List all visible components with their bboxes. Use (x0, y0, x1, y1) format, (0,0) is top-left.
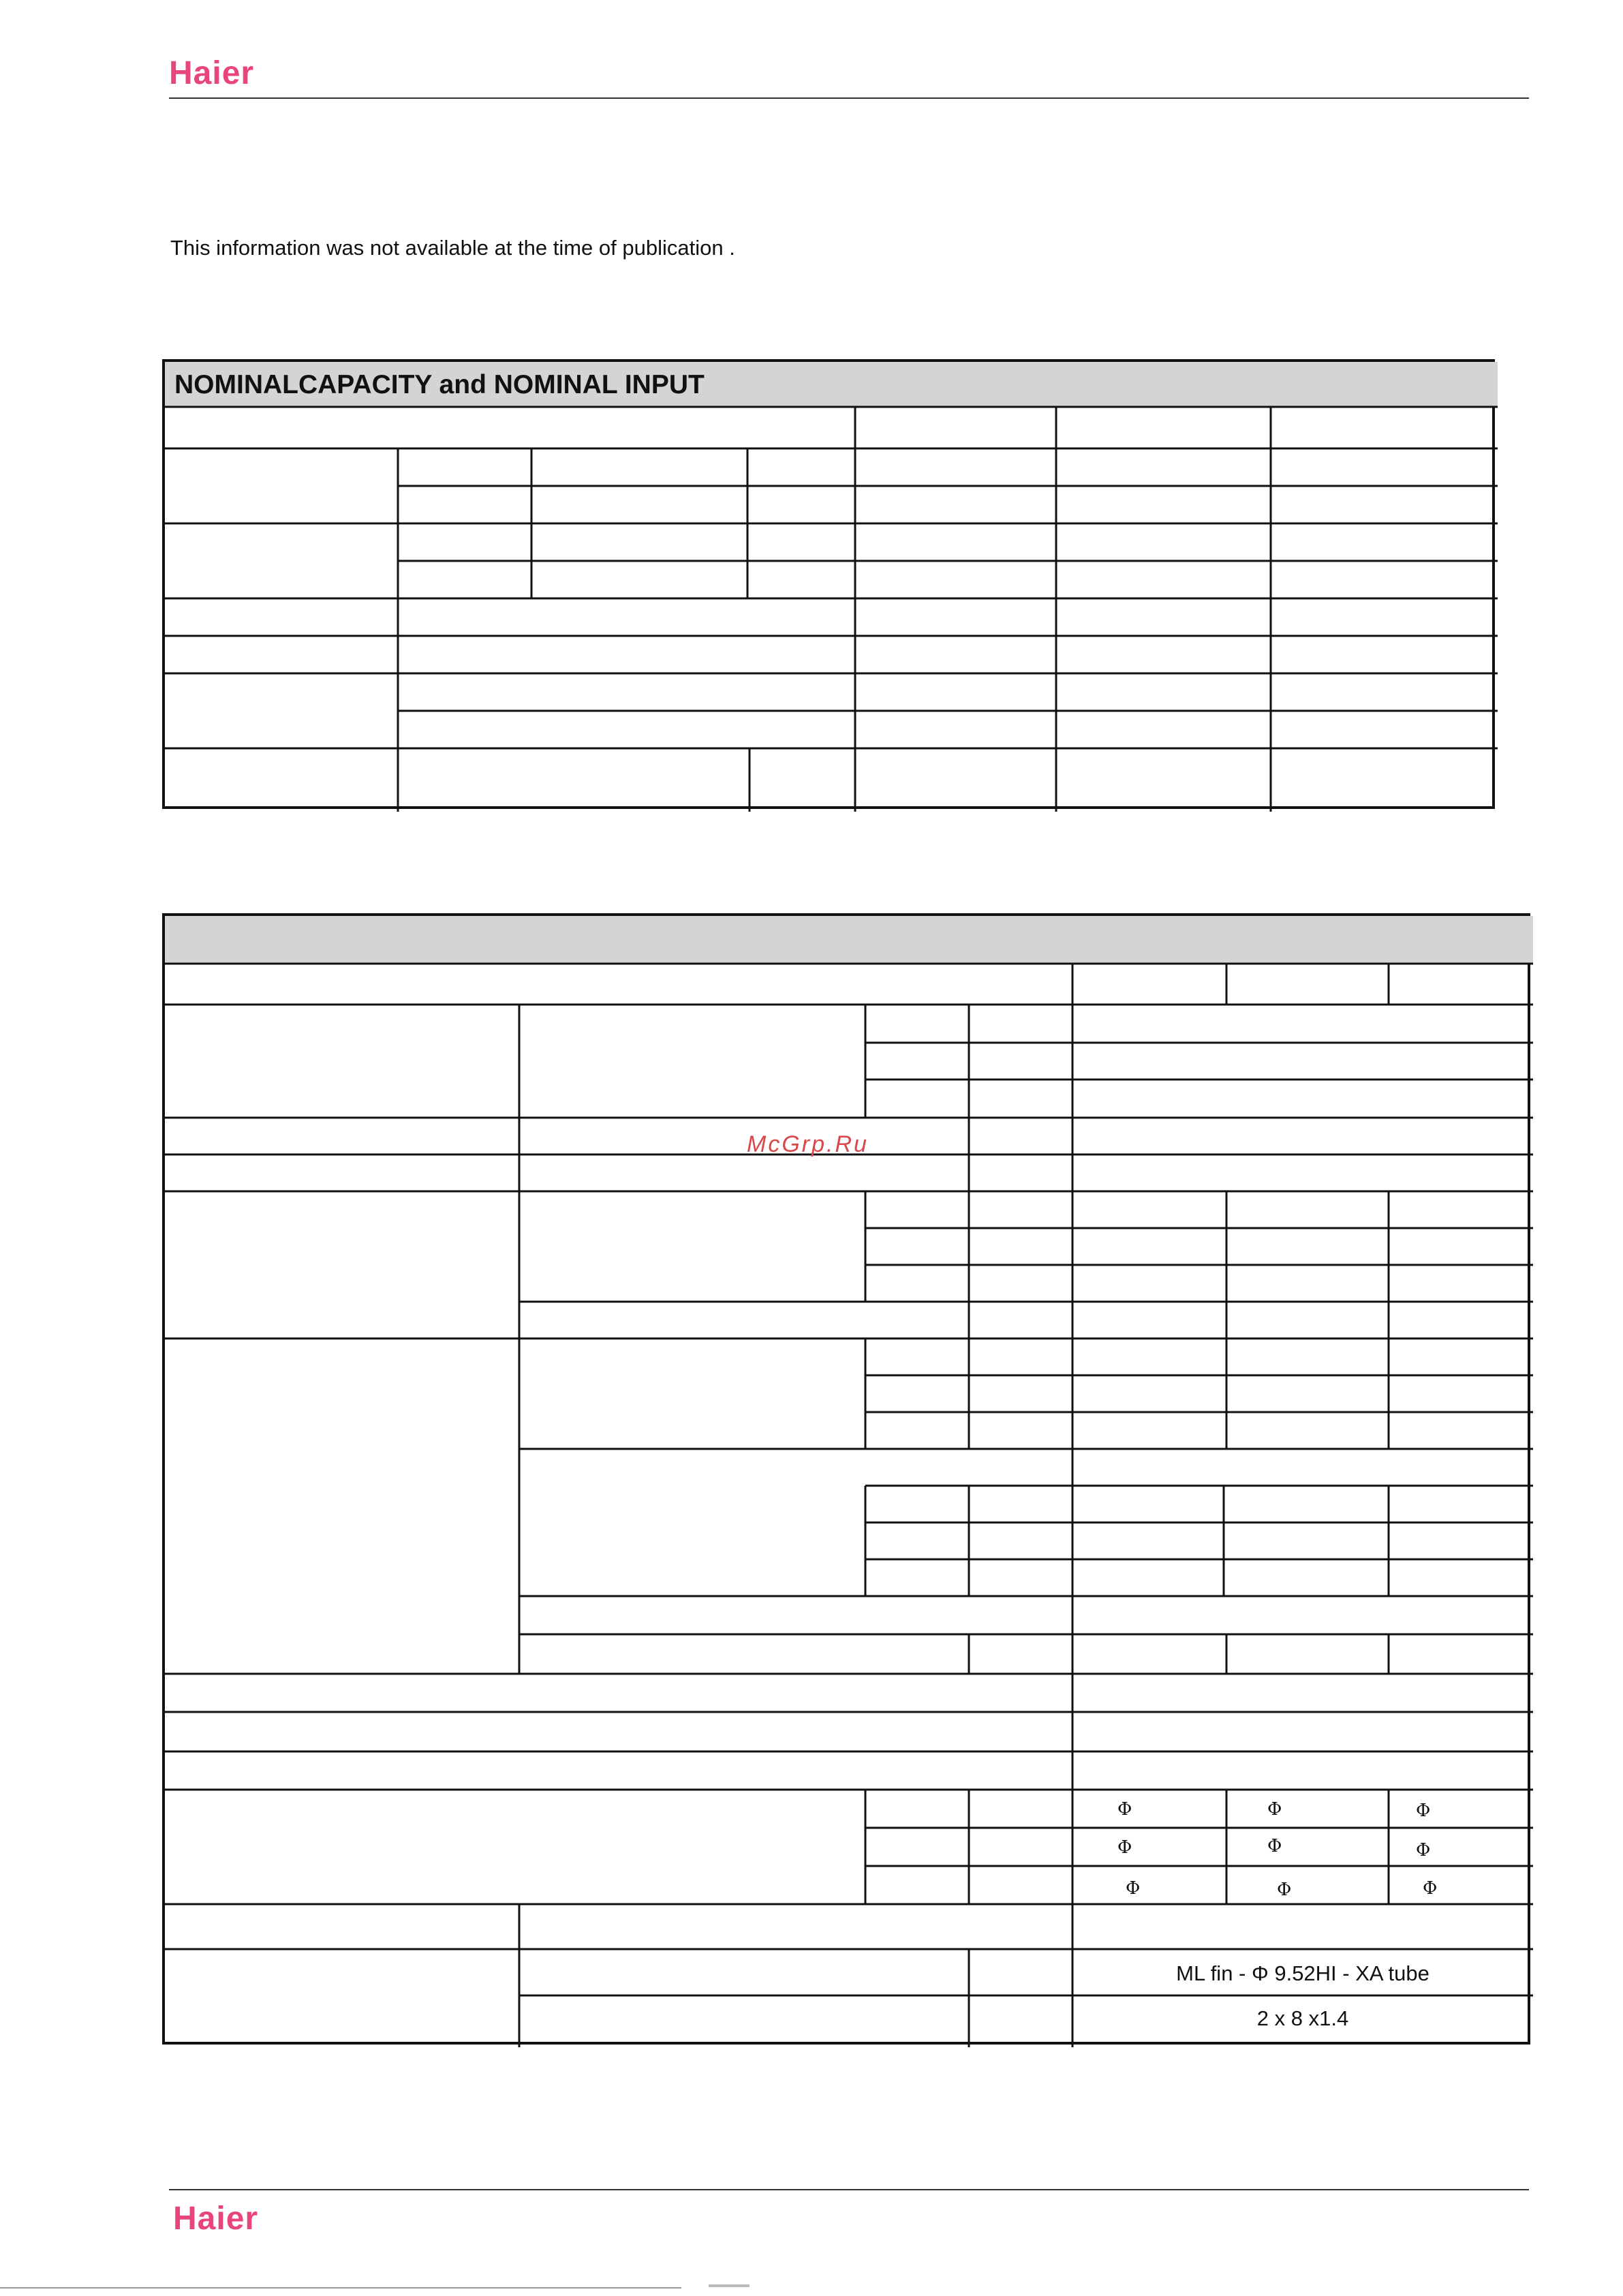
brand-logo-bottom (173, 2200, 258, 2237)
phi-symbol: Φ (1277, 1880, 1292, 1900)
phi-symbol: Φ (1117, 1837, 1132, 1858)
phi-symbol: Φ (1117, 1799, 1132, 1820)
spec-table-grid (165, 916, 1533, 2047)
watermark-text: McGrp.Ru (747, 1131, 869, 1157)
phi-symbol: Φ (1423, 1878, 1438, 1899)
brand-logo-text: Haier (173, 2201, 259, 2237)
header-rule (169, 97, 1529, 99)
phi-symbol: Φ (1267, 1799, 1282, 1820)
spec-table (162, 913, 1530, 2045)
fin-type-value: ML fin - Φ 9.52HI - XA tube (1176, 1961, 1429, 1985)
phi-symbol: Φ (1126, 1878, 1141, 1899)
phi-symbol: Φ (1416, 1840, 1431, 1861)
capacity-table-grid (165, 362, 1498, 812)
capacity-table (162, 359, 1495, 809)
footer-edge-line (0, 2287, 681, 2289)
page-number-mark (709, 2284, 749, 2287)
phi-symbol: Φ (1267, 1836, 1282, 1856)
coil-rows-value: 2 x 8 x1.4 (1256, 2006, 1349, 2030)
footer-rule (169, 2189, 1529, 2190)
capacity-table-title: NOMINALCAPACITY and NOMINAL INPUT (174, 370, 705, 399)
phi-symbol: Φ (1416, 1801, 1431, 1821)
brand-logo-top (169, 55, 254, 92)
publication-notice: This information was not available at the time of publication . (170, 236, 735, 260)
brand-logo-text: Haier (169, 55, 255, 91)
